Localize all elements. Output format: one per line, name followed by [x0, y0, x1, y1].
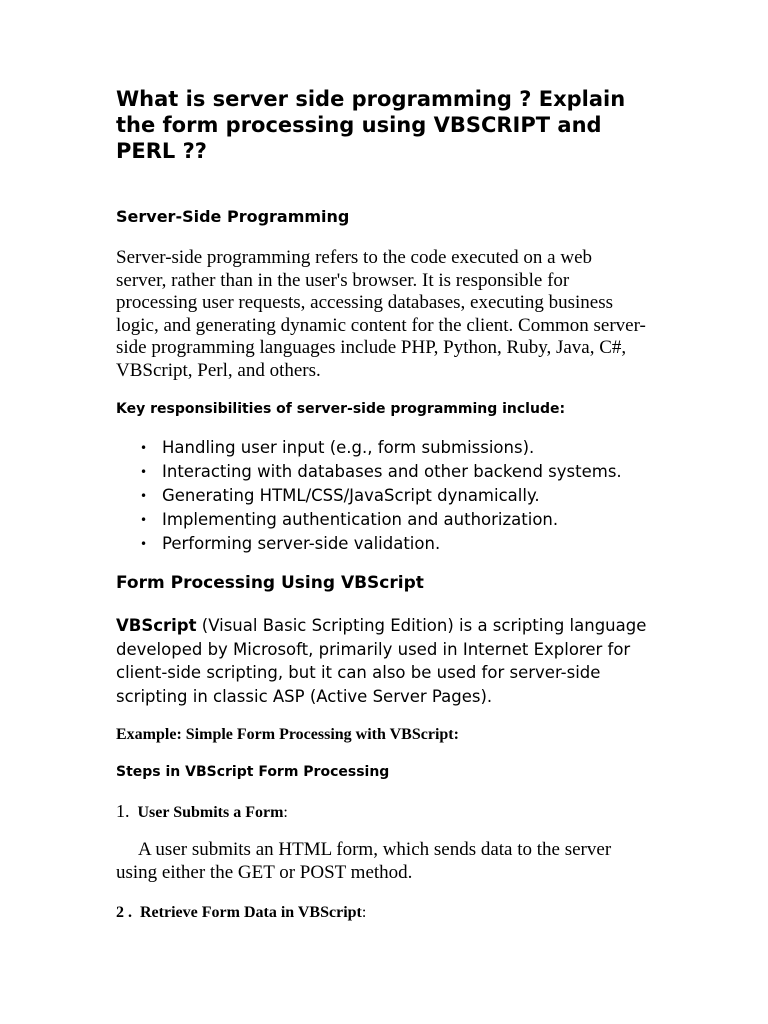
example-heading: Example: Simple Form Processing with VBScript:	[116, 726, 459, 743]
bullet-icon: •	[140, 537, 148, 551]
step-1-description: A user submits an HTML form, which sends data to the server using either the GET or POST method.	[116, 839, 612, 883]
responsibilities-heading: Key responsibilities of server-side programming include:	[116, 401, 566, 417]
section-heading-vbscript: Form Processing Using VBScript	[116, 573, 424, 593]
step-number: 1.	[116, 801, 130, 821]
vbscript-term: VBScript	[116, 616, 197, 635]
server-side-paragraph: Server-side programming refers to the code executed on a web server, rather than in the user's browser. It is responsible for processing user requests, accessing databases, executing business logic, and generating dynamic content for the client. Common server-side programming languages include PHP, Python, Ruby, Java, C#, VBScript, Perl, and others.	[116, 247, 646, 381]
list-item: • Generating HTML/CSS/JavaScript dynamically.	[116, 484, 622, 508]
bullet-icon: •	[140, 489, 148, 503]
list-item: • Performing server-side validation.	[116, 532, 622, 556]
section-heading-server-side: Server-Side Programming	[116, 207, 350, 226]
bullet-icon: •	[140, 513, 148, 527]
vbscript-paragraph: VBScript (Visual Basic Scripting Edition) is a scripting language developed by Microsoft, primarily used in Internet Explorer for client-side scripting, but it can also be used for server-side scripting in classic ASP (Active Server Pages).	[116, 616, 647, 706]
step-1: 1. User Submits a Form:	[116, 801, 288, 821]
step-label: User Submits a Form	[137, 804, 284, 821]
responsibilities-list	[116, 436, 622, 556]
bullet-icon: •	[140, 465, 148, 479]
bullet-icon: •	[140, 441, 148, 455]
list-item: • Handling user input (e.g., form submissions).	[116, 436, 622, 460]
step-number: 2 .	[116, 904, 132, 921]
steps-heading: Steps in VBScript Form Processing	[116, 764, 390, 780]
step-2: 2 . Retrieve Form Data in VBScript:	[116, 904, 367, 921]
step-label: Retrieve Form Data in VBScript	[140, 904, 362, 921]
list-item: • Implementing authentication and authorization.	[116, 508, 622, 532]
document-title: What is server side programming ? Explain the form processing using VBSCRIPT and PERL ??	[116, 87, 626, 163]
list-item: • Interacting with databases and other backend systems.	[116, 460, 622, 484]
